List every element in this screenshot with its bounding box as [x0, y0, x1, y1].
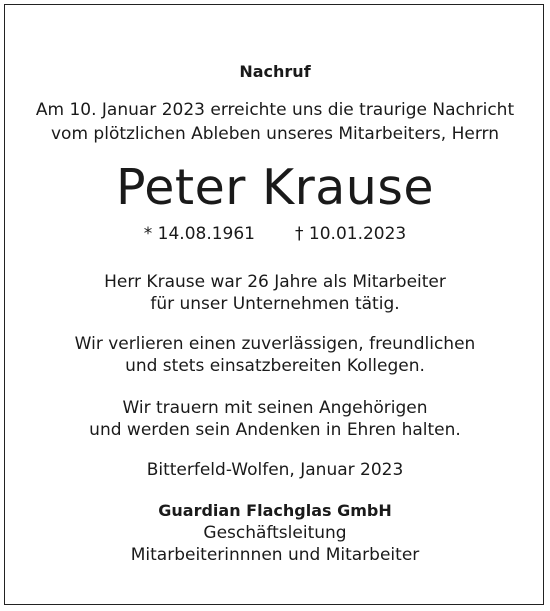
heading: Nachruf: [239, 62, 311, 81]
paragraph-2-line-1: Wir verlieren einen zuverlässigen, freundlichen: [74, 334, 476, 354]
signature-line-1: Geschäftsleitung: [203, 523, 347, 543]
death-date: † 10.01.2023: [295, 224, 407, 244]
birth-date: * 14.08.1961: [143, 224, 255, 244]
intro-line-2: vom plötzlichen Ableben unseres Mitarbeiters, Herrn: [51, 124, 499, 144]
company-name: Guardian Flachglas GmbH: [158, 501, 392, 520]
paragraph-2-line-2: und stets einsatzbereiten Kollegen.: [125, 356, 425, 376]
paragraph-3-line-1: Wir trauern mit seinen Angehörigen: [122, 398, 428, 418]
life-dates: [0, 222, 550, 246]
paragraph-3-line-2: und werden sein Andenken in Ehren halten.: [89, 420, 461, 440]
place-date: Bitterfeld-Wolfen, Januar 2023: [146, 460, 404, 480]
deceased-name: Peter Krause: [115, 159, 435, 216]
intro-line-1: Am 10. Januar 2023 erreichte uns die traurige Nachricht: [35, 100, 515, 120]
signature-line-2: Mitarbeiterinnnen und Mitarbeiter: [130, 545, 420, 565]
paragraph-1-line-1: Herr Krause war 26 Jahre als Mitarbeiter: [104, 272, 446, 292]
paragraph-1-line-2: für unser Unternehmen tätig.: [150, 294, 400, 314]
